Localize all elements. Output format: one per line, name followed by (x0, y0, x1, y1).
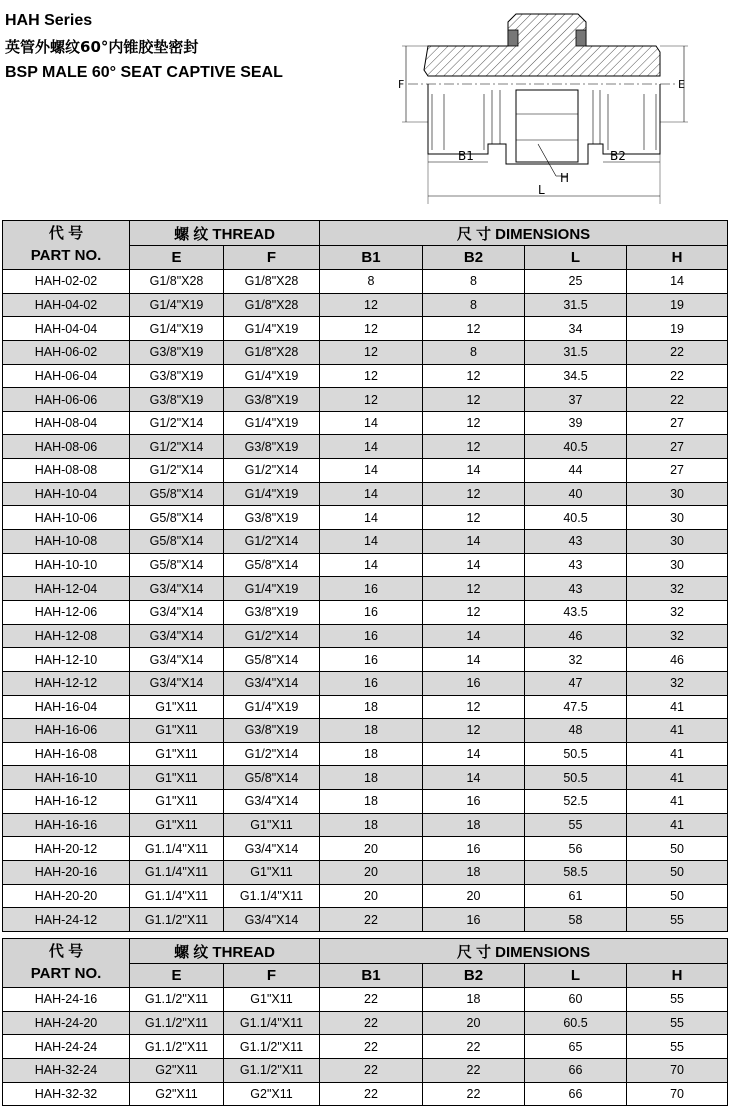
part-no-cell: HAH-06-04 (3, 364, 130, 388)
table-row (3, 624, 728, 648)
dim-b1-cell: 16 (320, 648, 423, 672)
part-no-cell: HAH-16-10 (3, 766, 130, 790)
table-row (3, 317, 728, 341)
thread-f-cell: G3/8"X19 (224, 719, 320, 743)
part-no-cell: HAH-12-08 (3, 624, 130, 648)
dim-b2-cell: 12 (423, 695, 525, 719)
thread-f-cell: G1/4"X19 (224, 695, 320, 719)
dim-l-cell: 50.5 (525, 742, 627, 766)
dim-l-cell: 40.5 (525, 435, 627, 459)
dim-b1-cell: 12 (320, 317, 423, 341)
part-no-cell: HAH-04-02 (3, 293, 130, 317)
thread-e-cell: G3/8"X19 (130, 340, 224, 364)
dim-b1-cell: 12 (320, 388, 423, 412)
part-no-header: 代 号 PART NO. (3, 939, 130, 988)
dim-b2-cell: 14 (423, 553, 525, 577)
dim-l-cell: 31.5 (525, 340, 627, 364)
dim-l-cell: 25 (525, 270, 627, 294)
part-no-cell: HAH-06-06 (3, 388, 130, 412)
thread-f-cell: G1"X11 (224, 861, 320, 885)
dim-h-cell: 46 (627, 648, 728, 672)
dim-l-cell: 55 (525, 813, 627, 837)
dim-h-cell: 41 (627, 790, 728, 814)
part-no-cell: HAH-08-08 (3, 459, 130, 483)
part-no-cell: HAH-10-10 (3, 553, 130, 577)
part-no-cell: HAH-16-04 (3, 695, 130, 719)
thread-e-cell: G1"X11 (130, 742, 224, 766)
table-row (3, 364, 728, 388)
thread-e-cell: G2"X11 (130, 1082, 224, 1106)
dim-l-cell: 40 (525, 482, 627, 506)
thread-f-cell: G1/4"X19 (224, 482, 320, 506)
dim-b1-cell: 18 (320, 790, 423, 814)
thread-f-cell: G1/2"X14 (224, 742, 320, 766)
dim-h-cell: 50 (627, 837, 728, 861)
table-row (3, 435, 728, 459)
dim-h-cell: 70 (627, 1058, 728, 1082)
dim-b1-cell: 18 (320, 695, 423, 719)
table-row (3, 813, 728, 837)
table-row (3, 1058, 728, 1082)
col-b2-header: B2 (423, 246, 525, 270)
dim-l-cell: 46 (525, 624, 627, 648)
dim-l-cell: 43.5 (525, 600, 627, 624)
table-row (3, 1082, 728, 1106)
dim-b1-cell: 22 (320, 1058, 423, 1082)
part-no-cell: HAH-20-12 (3, 837, 130, 861)
thread-f-cell: G1/2"X14 (224, 624, 320, 648)
dim-b1-cell: 22 (320, 1082, 423, 1106)
dim-h-cell: 41 (627, 742, 728, 766)
dim-b1-cell: 18 (320, 719, 423, 743)
fitting-technical-drawing (388, 4, 698, 210)
dim-b1-cell: 12 (320, 340, 423, 364)
col-h-header: H (627, 964, 728, 988)
dim-b2-cell: 12 (423, 577, 525, 601)
part-no-cell: HAH-20-16 (3, 861, 130, 885)
dim-b1-cell: 16 (320, 671, 423, 695)
dimensions-header: 尺 寸 DIMENSIONS (320, 221, 728, 246)
label-b1: B1 (458, 149, 474, 163)
part-no-cell: HAH-16-16 (3, 813, 130, 837)
table-row (3, 411, 728, 435)
thread-f-cell: G1/4"X19 (224, 364, 320, 388)
col-b1-header: B1 (320, 964, 423, 988)
thread-e-cell: G5/8"X14 (130, 530, 224, 554)
label-h: H (560, 171, 570, 185)
part-no-cell: HAH-20-20 (3, 884, 130, 908)
dim-h-cell: 32 (627, 624, 728, 648)
dim-b2-cell: 18 (423, 861, 525, 885)
dim-b1-cell: 14 (320, 530, 423, 554)
thread-f-cell: G1/2"X14 (224, 459, 320, 483)
col-f-header: F (224, 964, 320, 988)
dim-b1-cell: 12 (320, 293, 423, 317)
dim-b1-cell: 14 (320, 553, 423, 577)
dim-b1-cell: 14 (320, 435, 423, 459)
table-row (3, 270, 728, 294)
table-row (3, 340, 728, 364)
dim-l-cell: 32 (525, 648, 627, 672)
dim-l-cell: 37 (525, 388, 627, 412)
dim-b2-cell: 12 (423, 388, 525, 412)
thread-f-cell: G1.1/4"X11 (224, 884, 320, 908)
thread-e-cell: G1"X11 (130, 719, 224, 743)
thread-e-cell: G3/8"X19 (130, 364, 224, 388)
dim-b1-cell: 14 (320, 411, 423, 435)
part-no-cell: HAH-12-10 (3, 648, 130, 672)
dim-h-cell: 22 (627, 340, 728, 364)
dim-l-cell: 44 (525, 459, 627, 483)
thread-f-cell: G3/8"X19 (224, 506, 320, 530)
dim-b2-cell: 8 (423, 340, 525, 364)
dim-b2-cell: 16 (423, 837, 525, 861)
part-no-cell: HAH-06-02 (3, 340, 130, 364)
title-block (5, 8, 283, 86)
dim-b1-cell: 14 (320, 459, 423, 483)
thread-e-cell: G1"X11 (130, 695, 224, 719)
thread-f-cell: G1"X11 (224, 988, 320, 1012)
part-no-cell: HAH-16-08 (3, 742, 130, 766)
dim-b2-cell: 14 (423, 624, 525, 648)
series-title: HAH Series (5, 12, 93, 29)
dim-l-cell: 66 (525, 1082, 627, 1106)
col-l-header: L (525, 246, 627, 270)
dim-b2-cell: 12 (423, 506, 525, 530)
table-row (3, 837, 728, 861)
thread-header: 螺 纹 THREAD (130, 221, 320, 246)
dim-b1-cell: 8 (320, 270, 423, 294)
part-no-cell: HAH-24-12 (3, 908, 130, 932)
thread-e-cell: G3/8"X19 (130, 388, 224, 412)
col-l-header: L (525, 964, 627, 988)
dim-h-cell: 32 (627, 671, 728, 695)
dim-h-cell: 30 (627, 553, 728, 577)
thread-e-cell: G1.1/2"X11 (130, 908, 224, 932)
dim-b1-cell: 14 (320, 506, 423, 530)
dim-h-cell: 27 (627, 459, 728, 483)
dim-b2-cell: 12 (423, 719, 525, 743)
dim-h-cell: 55 (627, 908, 728, 932)
label-b2: B2 (610, 149, 626, 163)
thread-e-cell: G1/2"X14 (130, 411, 224, 435)
col-f-header: F (224, 246, 320, 270)
dim-b2-cell: 22 (423, 1058, 525, 1082)
thread-e-cell: G1.1/2"X11 (130, 1011, 224, 1035)
thread-f-cell: G1/4"X19 (224, 411, 320, 435)
thread-f-cell: G1/8"X28 (224, 340, 320, 364)
dim-h-cell: 55 (627, 1011, 728, 1035)
dim-b2-cell: 12 (423, 435, 525, 459)
thread-e-cell: G5/8"X14 (130, 553, 224, 577)
thread-f-cell: G1/8"X28 (224, 270, 320, 294)
thread-e-cell: G1/8"X28 (130, 270, 224, 294)
thread-f-cell: G1/2"X14 (224, 530, 320, 554)
dim-b2-cell: 16 (423, 790, 525, 814)
thread-e-cell: G1.1/2"X11 (130, 1035, 224, 1059)
part-no-header: 代 号 PART NO. (3, 221, 130, 270)
dim-l-cell: 31.5 (525, 293, 627, 317)
thread-f-cell: G3/4"X14 (224, 837, 320, 861)
dim-h-cell: 55 (627, 1035, 728, 1059)
dim-b1-cell: 22 (320, 988, 423, 1012)
thread-f-cell: G3/8"X19 (224, 435, 320, 459)
dim-b2-cell: 20 (423, 884, 525, 908)
part-no-cell: HAH-12-12 (3, 671, 130, 695)
part-no-cell: HAH-08-04 (3, 411, 130, 435)
thread-f-cell: G3/8"X19 (224, 388, 320, 412)
col-e-header: E (130, 964, 224, 988)
table-row (3, 648, 728, 672)
table-row (3, 293, 728, 317)
dim-b1-cell: 16 (320, 600, 423, 624)
col-e-header: E (130, 246, 224, 270)
dim-b1-cell: 18 (320, 766, 423, 790)
table-row (3, 884, 728, 908)
part-no-cell: HAH-10-08 (3, 530, 130, 554)
dim-b2-cell: 16 (423, 671, 525, 695)
thread-e-cell: G1.1/2"X11 (130, 988, 224, 1012)
dim-h-cell: 70 (627, 1082, 728, 1106)
dim-h-cell: 30 (627, 506, 728, 530)
thread-f-cell: G5/8"X14 (224, 553, 320, 577)
thread-e-cell: G1.1/4"X11 (130, 837, 224, 861)
dim-l-cell: 66 (525, 1058, 627, 1082)
table-row (3, 482, 728, 506)
dim-h-cell: 22 (627, 388, 728, 412)
dim-b1-cell: 22 (320, 1035, 423, 1059)
label-l: L (538, 183, 545, 197)
dim-b1-cell: 22 (320, 1011, 423, 1035)
part-no-cell: HAH-10-06 (3, 506, 130, 530)
dim-h-cell: 32 (627, 577, 728, 601)
table-row (3, 671, 728, 695)
thread-f-cell: G5/8"X14 (224, 648, 320, 672)
thread-header: 螺 纹 THREAD (130, 939, 320, 964)
thread-e-cell: G3/4"X14 (130, 600, 224, 624)
dim-b2-cell: 16 (423, 908, 525, 932)
thread-e-cell: G1"X11 (130, 813, 224, 837)
thread-e-cell: G1/4"X19 (130, 317, 224, 341)
dim-b2-cell: 22 (423, 1035, 525, 1059)
dim-l-cell: 47.5 (525, 695, 627, 719)
thread-f-cell: G3/4"X14 (224, 908, 320, 932)
dim-h-cell: 41 (627, 813, 728, 837)
table-row (3, 988, 728, 1012)
thread-e-cell: G1.1/4"X11 (130, 884, 224, 908)
thread-f-cell: G1.1/2"X11 (224, 1058, 320, 1082)
dim-h-cell: 32 (627, 600, 728, 624)
dim-l-cell: 61 (525, 884, 627, 908)
part-no-cell: HAH-12-04 (3, 577, 130, 601)
thread-e-cell: G5/8"X14 (130, 506, 224, 530)
dim-b2-cell: 14 (423, 459, 525, 483)
thread-f-cell: G1"X11 (224, 813, 320, 837)
table-row (3, 600, 728, 624)
dim-b1-cell: 20 (320, 884, 423, 908)
part-no-cell: HAH-24-20 (3, 1011, 130, 1035)
table-row (3, 908, 728, 932)
dim-l-cell: 43 (525, 553, 627, 577)
dimensions-header: 尺 寸 DIMENSIONS (320, 939, 728, 964)
part-no-cell: HAH-08-06 (3, 435, 130, 459)
part-no-cell: HAH-04-04 (3, 317, 130, 341)
dim-l-cell: 52.5 (525, 790, 627, 814)
part-no-cell: HAH-12-06 (3, 600, 130, 624)
dim-b2-cell: 18 (423, 813, 525, 837)
dim-b2-cell: 12 (423, 482, 525, 506)
table-row (3, 742, 728, 766)
thread-f-cell: G1.1/2"X11 (224, 1035, 320, 1059)
part-no-cell: HAH-24-24 (3, 1035, 130, 1059)
dim-l-cell: 43 (525, 577, 627, 601)
thread-e-cell: G3/4"X14 (130, 577, 224, 601)
part-no-cell: HAH-32-24 (3, 1058, 130, 1082)
table-row (3, 506, 728, 530)
table-row (3, 695, 728, 719)
table-row (3, 719, 728, 743)
thread-f-cell: G1/4"X19 (224, 577, 320, 601)
label-f: F (398, 78, 405, 91)
thread-e-cell: G3/4"X14 (130, 671, 224, 695)
dim-l-cell: 39 (525, 411, 627, 435)
table-row (3, 553, 728, 577)
thread-e-cell: G3/4"X14 (130, 648, 224, 672)
dim-b1-cell: 16 (320, 624, 423, 648)
dim-b1-cell: 20 (320, 837, 423, 861)
dim-b2-cell: 8 (423, 270, 525, 294)
dim-b2-cell: 14 (423, 766, 525, 790)
dim-h-cell: 19 (627, 293, 728, 317)
spec-table-1 (2, 220, 728, 932)
dim-b1-cell: 18 (320, 813, 423, 837)
dim-b1-cell: 22 (320, 908, 423, 932)
spec-table-2 (2, 938, 728, 1106)
part-no-cell: HAH-16-06 (3, 719, 130, 743)
dim-b1-cell: 12 (320, 364, 423, 388)
table-row (3, 766, 728, 790)
thread-e-cell: G3/4"X14 (130, 624, 224, 648)
table-row (3, 790, 728, 814)
thread-f-cell: G1.1/4"X11 (224, 1011, 320, 1035)
dim-b2-cell: 22 (423, 1082, 525, 1106)
dim-l-cell: 34.5 (525, 364, 627, 388)
part-no-cell: HAH-10-04 (3, 482, 130, 506)
dim-b2-cell: 18 (423, 988, 525, 1012)
thread-f-cell: G3/4"X14 (224, 790, 320, 814)
thread-f-cell: G1/4"X19 (224, 317, 320, 341)
dim-l-cell: 58.5 (525, 861, 627, 885)
dim-b2-cell: 14 (423, 648, 525, 672)
dim-h-cell: 41 (627, 719, 728, 743)
dim-h-cell: 30 (627, 530, 728, 554)
dim-b2-cell: 12 (423, 364, 525, 388)
thread-e-cell: G1/4"X19 (130, 293, 224, 317)
label-e: E (678, 78, 685, 91)
thread-e-cell: G1"X11 (130, 790, 224, 814)
dim-l-cell: 43 (525, 530, 627, 554)
title-english: BSP MALE 60° SEAT CAPTIVE SEAL (5, 64, 283, 81)
dim-b2-cell: 14 (423, 530, 525, 554)
table-row (3, 861, 728, 885)
dim-l-cell: 60.5 (525, 1011, 627, 1035)
thread-e-cell: G5/8"X14 (130, 482, 224, 506)
dim-h-cell: 50 (627, 884, 728, 908)
dim-h-cell: 22 (627, 364, 728, 388)
dim-h-cell: 30 (627, 482, 728, 506)
part-no-cell: HAH-16-12 (3, 790, 130, 814)
dim-l-cell: 50.5 (525, 766, 627, 790)
dim-h-cell: 55 (627, 988, 728, 1012)
table-row (3, 459, 728, 483)
dim-l-cell: 60 (525, 988, 627, 1012)
table-row (3, 1035, 728, 1059)
thread-e-cell: G1.1/4"X11 (130, 861, 224, 885)
part-no-cell: HAH-32-32 (3, 1082, 130, 1106)
thread-f-cell: G5/8"X14 (224, 766, 320, 790)
thread-e-cell: G1"X11 (130, 766, 224, 790)
thread-f-cell: G2"X11 (224, 1082, 320, 1106)
dim-l-cell: 58 (525, 908, 627, 932)
dim-h-cell: 27 (627, 435, 728, 459)
dim-l-cell: 34 (525, 317, 627, 341)
dim-b2-cell: 12 (423, 600, 525, 624)
dim-l-cell: 65 (525, 1035, 627, 1059)
dim-b2-cell: 12 (423, 411, 525, 435)
thread-f-cell: G1/8"X28 (224, 293, 320, 317)
dim-b1-cell: 20 (320, 861, 423, 885)
dim-h-cell: 50 (627, 861, 728, 885)
thread-f-cell: G3/4"X14 (224, 671, 320, 695)
col-h-header: H (627, 246, 728, 270)
dim-l-cell: 56 (525, 837, 627, 861)
part-no-cell: HAH-02-02 (3, 270, 130, 294)
table-row (3, 1011, 728, 1035)
thread-e-cell: G2"X11 (130, 1058, 224, 1082)
dim-b1-cell: 14 (320, 482, 423, 506)
thread-e-cell: G1/2"X14 (130, 435, 224, 459)
dim-l-cell: 40.5 (525, 506, 627, 530)
dim-b2-cell: 14 (423, 742, 525, 766)
dim-b1-cell: 16 (320, 577, 423, 601)
col-b1-header: B1 (320, 246, 423, 270)
table-row (3, 388, 728, 412)
thread-f-cell: G3/8"X19 (224, 600, 320, 624)
dim-b2-cell: 20 (423, 1011, 525, 1035)
title-chinese: 英管外螺纹60°内锥胶垫密封 (5, 38, 199, 56)
dim-h-cell: 19 (627, 317, 728, 341)
table-row (3, 577, 728, 601)
thread-e-cell: G1/2"X14 (130, 459, 224, 483)
col-b2-header: B2 (423, 964, 525, 988)
dim-b2-cell: 12 (423, 317, 525, 341)
part-no-cell: HAH-24-16 (3, 988, 130, 1012)
dim-b1-cell: 18 (320, 742, 423, 766)
dim-h-cell: 41 (627, 766, 728, 790)
dim-b2-cell: 8 (423, 293, 525, 317)
table-row (3, 530, 728, 554)
dim-h-cell: 41 (627, 695, 728, 719)
dim-l-cell: 48 (525, 719, 627, 743)
dim-h-cell: 14 (627, 270, 728, 294)
dim-h-cell: 27 (627, 411, 728, 435)
dim-l-cell: 47 (525, 671, 627, 695)
